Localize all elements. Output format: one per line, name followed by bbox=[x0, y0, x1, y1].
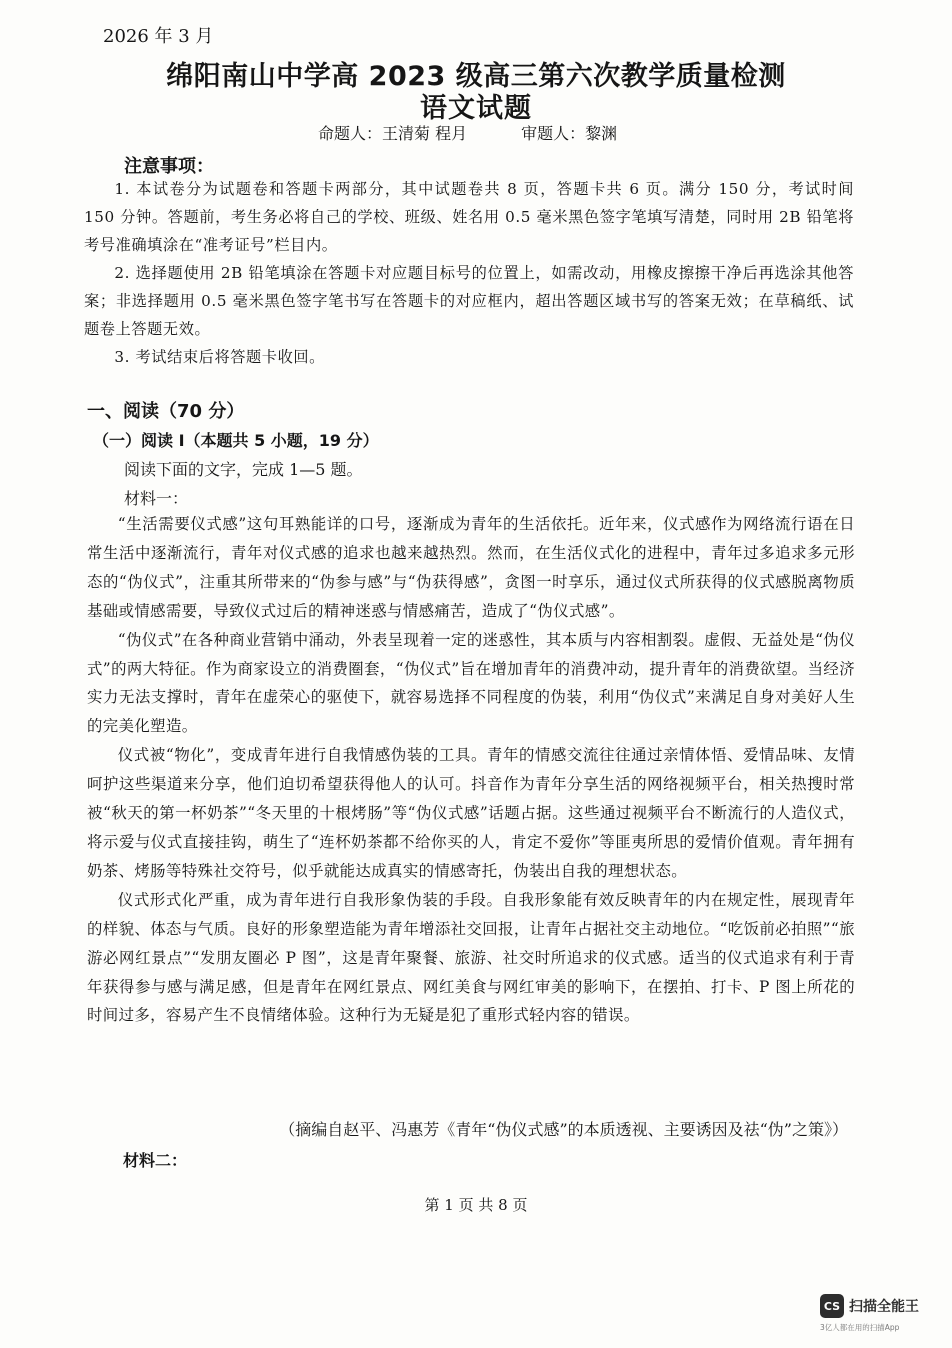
subsection-title: （一）阅读 Ⅰ（本题共 5 小题，19 分） bbox=[93, 431, 379, 450]
reviewer: 审题人：黎渊 bbox=[521, 124, 618, 143]
exam-subtitle: 语文试题 bbox=[420, 93, 532, 124]
paragraph: 仪式形式化严重，成为青年进行自我形象伪装的手段。自我形象能有效反映青年的内在规定性，展现青年的样貌、体态与气质。良好的形象塑造能为青年增添社交回报，让青年占据社交主动地位。“吃饭前必拍照”“旅游必网红景点”“发朋友圈必 P 图”，这是青年聚餐、旅游、社交时所追求的仪式感。适当的仪式追求有利于青年获得参与感与满足感，但是青年在网红景点、网红美食与网红审美的影响下，在摆拍、打卡、P 图上所花的时间过多，容易产生不良情绪体验。这种行为无疑是犯了重形式轻内容的错误。 bbox=[87, 890, 855, 1025]
scanner-watermark bbox=[820, 1292, 938, 1342]
exam-title: 绵阳南山中学高 2023 级高三第六次教学质量检测 bbox=[166, 61, 786, 92]
section-title: 一、阅读（70 分） bbox=[87, 401, 245, 422]
watermark-name: 扫描全能王 bbox=[849, 1299, 919, 1315]
notice-list bbox=[84, 175, 854, 371]
setters: 命题人：王清菊 程月 bbox=[318, 124, 468, 143]
camscanner-logo-icon: CS bbox=[820, 1294, 844, 1318]
paragraph: “伪仪式”在各种商业营销中涌动，外表呈现着一定的迷惑性，其本质与内容相割裂。虚假、无益处是“伪仪式”的两大特征。作为商家设立的消费圈套，“伪仪式”旨在增加青年的消费冲动，提升青年的消费欲望。当经济实力无法支撑时，青年在虚荣心的驱使下，就容易选择不同程度的伪装，利用“伪仪式”来满足自身对美好人生的完美化塑造。 bbox=[87, 630, 855, 736]
paragraph: 仪式被“物化”，变成青年进行自我情感伪装的工具。青年的情感交流往往通过亲情体悟、爱情品味、友情呵护这些渠道来分享，他们迫切希望获得他人的认可。抖音作为青年分享生活的网络视频平台，相关热搜时常被“秋天的第一杯奶茶”“冬天里的十根烤肠”等“伪仪式感”话题占据。这些通过视频平台不断流行的人造仪式，将示爱与仪式直接挂钩，萌生了“连杯奶茶都不给你买的人，肯定不爱你”等匪夷所思的爱情价值观。青年拥有奶茶、烤肠等特殊社交符号，似乎就能达成真实的情感寄托，伪装出自我的理想状态。 bbox=[87, 746, 855, 880]
material2-label: 材料二： bbox=[123, 1151, 188, 1170]
watermark-tagline: 3亿人都在用的扫描App bbox=[820, 1323, 900, 1332]
authors-line bbox=[318, 121, 671, 144]
material1-label: 材料一： bbox=[124, 489, 189, 508]
exam-date: 2026 年 3 月 bbox=[103, 26, 214, 47]
instruction: 阅读下面的文字，完成 1—5 题。 bbox=[124, 460, 363, 479]
material1-body bbox=[87, 510, 855, 1030]
notice-item: 1. 本试卷分为试题卷和答题卡两部分，其中试题卷共 8 页，答题卡共 6 页。满分 150 分，考试时间 150 分钟。答题前，考生务必将自己的学校、班级、姓名用 0.5 毫米黑色签字笔填写清楚，同时用 2B 铅笔将考号准确填涂在“准考证号”栏目内。 bbox=[84, 180, 854, 254]
notice-item: 3. 考试结束后将答题卡收回。 bbox=[114, 348, 325, 366]
paragraph: “生活需要仪式感”这句耳熟能详的口号，逐渐成为青年的生活依托。近年来，仪式感作为网络流行语在日常生活中逐渐流行，青年对仪式感的追求也越来越热烈。然而，在生活仪式化的进程中，青年过多追求多元形态的“伪仪式”，注重其所带来的“伪参与感”与“伪获得感”，贪图一时享乐，通过仪式所获得的仪式感脱离物质基础或情感需要，导致仪式过后的精神迷惑与情感痛苦，造成了“伪仪式感”。 bbox=[87, 515, 855, 620]
notice-title: 注意事项： bbox=[124, 156, 214, 177]
page-number: 第 1 页 共 8 页 bbox=[424, 1196, 528, 1214]
source-citation: （摘编自赵平、冯惠芳《青年“伪仪式感”的本质透视、主要诱因及祛“伪”之策》） bbox=[279, 1120, 848, 1139]
notice-item: 2. 选择题使用 2B 铅笔填涂在答题卡对应题目标号的位置上，如需改动，用橡皮擦擦干净后再选涂其他答案；非选择题用 0.5 毫米黑色签字笔书写在答题卡的对应框内，超出答题区域书写的答案无效；在草稿纸、试题卷上答题无效。 bbox=[84, 264, 854, 338]
